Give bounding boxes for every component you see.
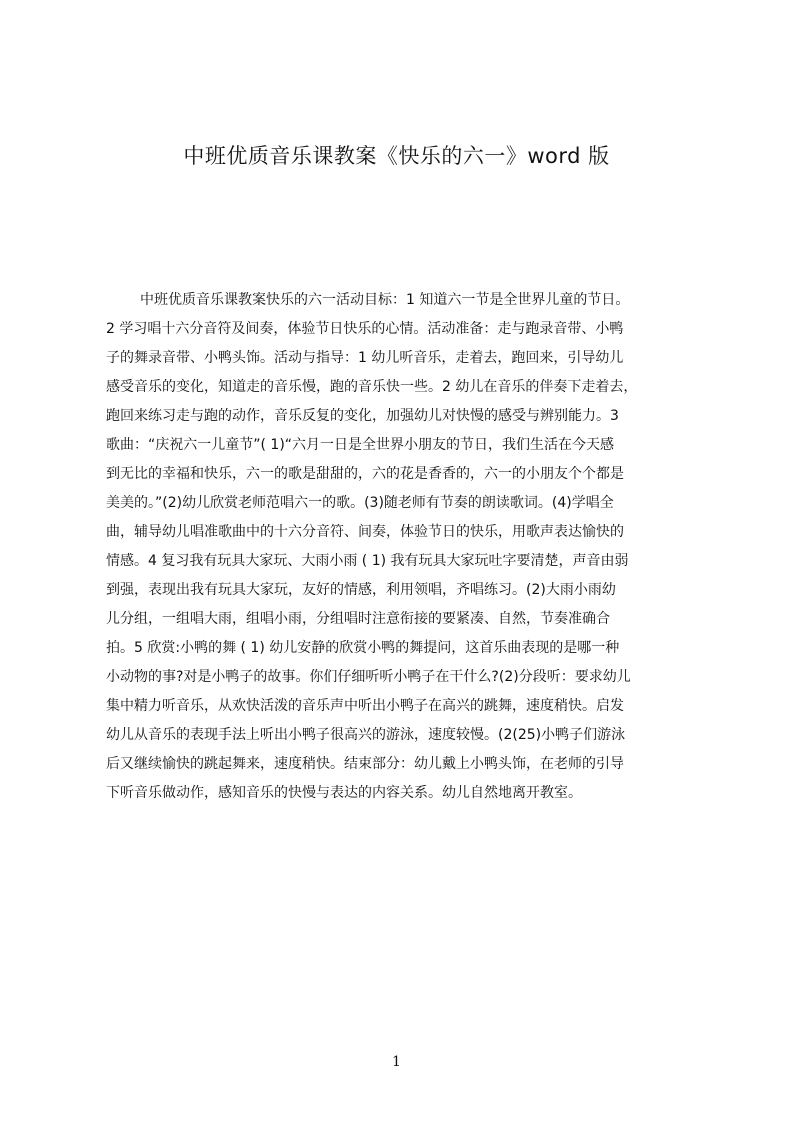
document-title: 中班优质音乐课教案《快乐的六一》word 版	[183, 144, 610, 168]
paragraph-line: 跑回来练习走与跑的动作，音乐反复的变化，加强幼儿对快慢的感受与辨别能力。3	[106, 408, 619, 424]
paragraph-line: 到无比的幸福和快乐，六一的歌是甜甜的，六的花是香香的，六一的小朋友个个都是	[106, 466, 624, 482]
paragraph-line: 美美的。”(2)幼儿欣赏老师范唱六一的歌。(3)随老师有节奏的朗读歌词。(4)学唱全	[106, 495, 614, 511]
body-paragraph	[106, 286, 696, 808]
paragraph-line: 中班优质音乐课教案快乐的六一活动目标：1 知道六一节是全世界儿童的节日。	[140, 292, 630, 308]
paragraph-line: 情感。4 复习我有玩具大家玩、大雨小雨 ( 1) 我有玩具大家玩吐字要清楚，声音由弱	[106, 553, 629, 569]
paragraph-line: 幼儿从音乐的表现手法上听出小鸭子很高兴的游泳，速度较慢。(2(25)小鸭子们游泳	[106, 727, 626, 743]
paragraph-line: 子的舞录音带、小鸭头饰。活动与指导：1 幼儿听音乐，走着去，跑回来，引导幼儿	[106, 350, 624, 366]
paragraph-line: 2 学习唱十六分音符及间奏，体验节日快乐的心情。活动准备：走与跑录音带、小鸭	[106, 321, 624, 337]
paragraph-line: 集中精力听音乐，从欢快活泼的音乐声中听出小鸭子在高兴的跳舞，速度稍快。启发	[106, 698, 624, 714]
paragraph-line: 小动物的事?对是小鸭子的故事。你们仔细听听小鸭子在干什么?(2)分段听：要求幼儿	[106, 669, 631, 685]
paragraph-line: 歌曲：“庆祝六一儿童节”( 1)“六月一日是全世界小朋友的节日，我们生活在今天感	[106, 437, 615, 453]
paragraph-line: 到强，表现出我有玩具大家玩，友好的情感，利用领唱，齐唱练习。(2)大雨小雨幼	[106, 582, 616, 598]
paragraph-line: 儿分组，一组唱大雨，组唱小雨，分组唱时注意衔接的要紧凑、自然，节奏准确合	[106, 611, 610, 627]
paragraph-line: 曲，辅导幼儿唱准歌曲中的十六分音符、间奏，体验节日的快乐，用歌声表达愉快的	[106, 524, 624, 540]
paragraph-line: 下听音乐做动作，感知音乐的快慢与表达的内容关系。幼儿自然地离开教室。	[106, 785, 582, 801]
paragraph-line: 感受音乐的变化，知道走的音乐慢，跑的音乐快一些。2 幼儿在音乐的伴奏下走着去，	[106, 379, 638, 395]
paragraph-line: 拍。5 欣赏:小鸭的舞 ( 1) 幼儿安静的欣赏小鸭的舞提问，这首乐曲表现的是哪一种	[106, 640, 620, 656]
paragraph-line: 后又继续愉快的跳起舞来，速度稍快。结束部分：幼儿戴上小鸭头饰，在老师的引导	[106, 756, 624, 772]
page-number: 1	[392, 1054, 401, 1070]
